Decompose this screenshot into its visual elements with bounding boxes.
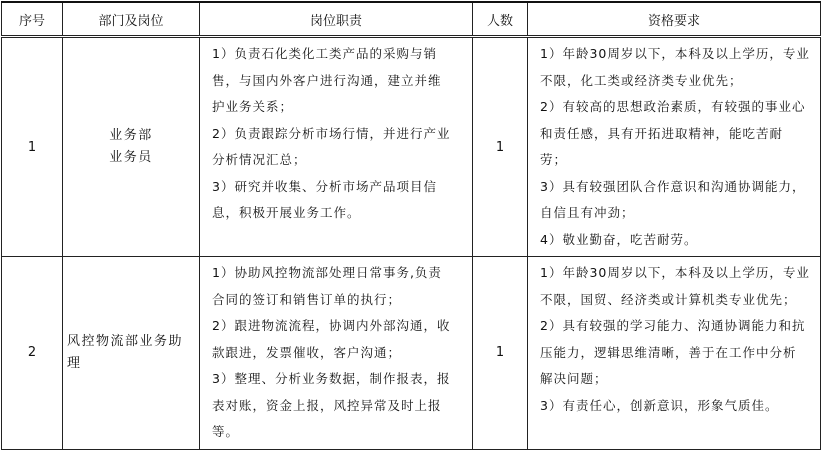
table-row <box>2 257 821 450</box>
qualification-line: 3）具有较强团队合作意识和沟通协调能力， <box>540 178 806 194</box>
qualification-line: 压能力，逻辑思维清晰，善于在工作中分析 <box>540 344 797 360</box>
qualifications-cell <box>528 37 821 257</box>
duty-line: 2）负责跟踪分析市场行情，并进行产业 <box>212 125 451 141</box>
duties-cell <box>200 257 473 450</box>
header-qualifications: 资格要求 <box>528 2 821 37</box>
headcount: 1 <box>473 257 528 450</box>
qualification-line: 解决问题； <box>540 371 608 386</box>
duty-line: 3）整理、分析业务数据，制作报表，报 <box>212 371 451 386</box>
duty-line: 表对账，资金上报，风控异常及时上报 <box>212 397 442 413</box>
qualification-line: 1）年龄30周岁以下，本科及以上学历，专业 <box>540 265 810 280</box>
job-requirements-table <box>1 1 821 450</box>
duty-line: 等。 <box>212 424 240 439</box>
qualification-line: 和责任感，具有开拓进取精神，能吃苦耐 <box>540 125 784 141</box>
qualification-line: 自信且有冲劲； <box>540 205 635 220</box>
qualification-line: 不限，国贸、经济类或计算机类专业优先； <box>540 291 797 307</box>
row-number: 1 <box>2 37 63 257</box>
duty-line: 3）研究并收集、分析市场产品项目信 <box>212 178 437 194</box>
duty-line: 1）协助风控物流部处理日常事务,负责 <box>212 265 442 280</box>
header-dept: 部门及岗位 <box>63 2 200 37</box>
dept-line: 风控物流部业务助 <box>67 333 184 349</box>
duty-line: 护业务关系； <box>212 99 294 114</box>
dept-line-continued: 理 <box>67 355 82 371</box>
position-line: 业务员 <box>109 150 153 165</box>
duty-line: 合同的签订和销售订单的执行； <box>212 291 402 307</box>
row-number: 2 <box>2 257 63 450</box>
dept-line: 业务部 <box>109 128 153 143</box>
dept-position-cell <box>63 257 200 450</box>
duty-line: 款跟进，发票催收，客户沟通； <box>212 344 402 360</box>
qualification-line: 劳； <box>540 152 568 167</box>
duty-line: 1）负责石化类化工类产品的采购与销 <box>212 46 437 61</box>
duty-line: 售，与国内外客户进行沟通，建立并维 <box>212 72 442 88</box>
table-row <box>2 37 821 257</box>
qualification-line: 2）有较高的思想政治素质，有较强的事业心 <box>540 99 806 114</box>
duties-cell <box>200 37 473 257</box>
header-count: 人数 <box>473 2 528 37</box>
header-duties: 岗位职责 <box>200 2 473 37</box>
qualification-line: 4）敬业勤奋，吃苦耐劳。 <box>540 231 698 247</box>
qualification-line: 3）有责任心，创新意识，形象气质佳。 <box>540 397 779 413</box>
dept-position-cell <box>63 37 200 257</box>
table-header-row <box>2 2 821 37</box>
qualification-line: 2）具有较强的学习能力、沟通协调能力和抗 <box>540 318 806 333</box>
qualifications-cell <box>528 257 821 450</box>
qualification-line: 1）年龄30周岁以下，本科及以上学历，专业 <box>540 46 810 61</box>
qualification-line: 不限，化工类或经济类专业优先； <box>540 72 743 88</box>
duty-line: 2）跟进物流流程，协调内外部沟通，收 <box>212 318 451 333</box>
headcount: 1 <box>473 37 528 257</box>
duty-line: 息，积极开展业务工作。 <box>212 205 361 220</box>
header-no: 序号 <box>2 2 63 37</box>
duty-line: 分析情况汇总； <box>212 152 307 167</box>
